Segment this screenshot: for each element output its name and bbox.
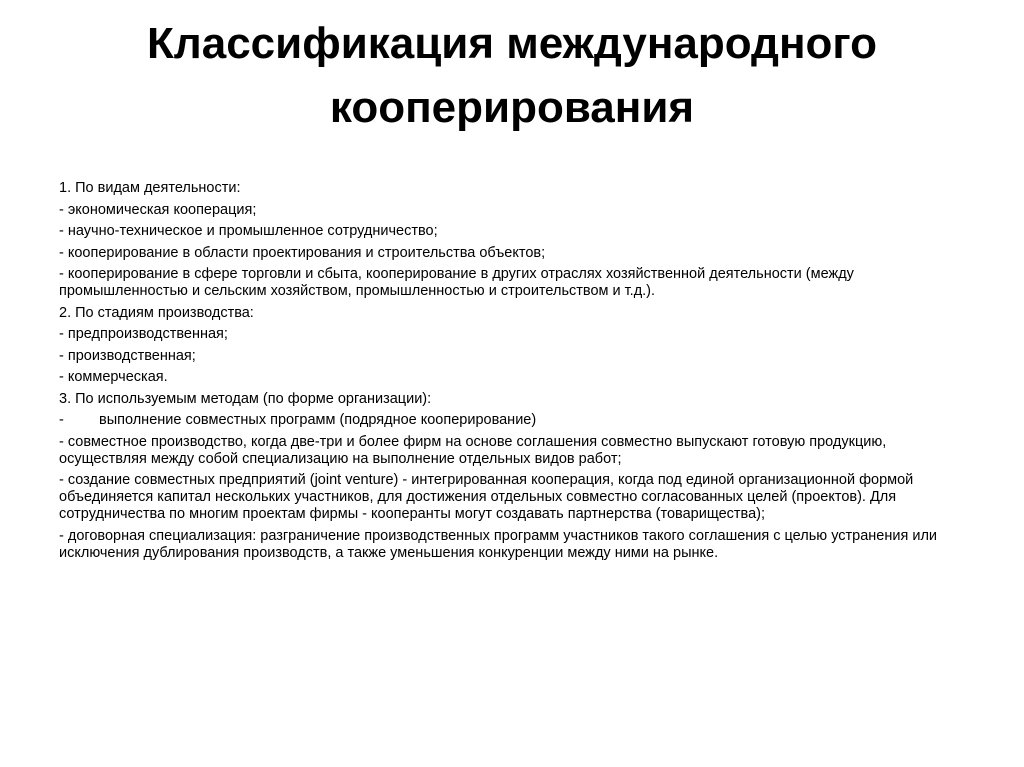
paragraph-6: 2. По стадиям производства: bbox=[59, 304, 254, 321]
paragraph-14: - договорная специализация: разграничение производственных программ участников такого соглашения с целью устранения или исключения дублирования производств, а также уменьшения конкуренции между ними на рынке. bbox=[59, 527, 938, 561]
paragraph-13: - создание совместных предприятий (joint venture) - интегрированная кооперация, когда под единой организационной формой объединяется капитал нескольких участников, для достижения отдельных совместно согласованных целей (проектов). Для сотрудничества по многим проектам фирмы - кооперанты могут создавать партнерства (товарищества); bbox=[59, 472, 914, 522]
paragraph-7: - предпроизводственная; bbox=[59, 326, 228, 342]
paragraph-11 bbox=[59, 412, 974, 429]
paragraph-10: 3. По используемым методам (по форме организации): bbox=[59, 390, 432, 407]
paragraph-12: - совместное производство, когда две-три и более фирм на основе соглашения совместно выпускают готовую продукцию, осуществляя между собой специализацию на выполнение отдельных видов работ; bbox=[59, 433, 887, 467]
paragraph-4: - кооперирование в области проектирования и строительства объектов; bbox=[59, 244, 546, 261]
slide-title-line-1: Классификация международного bbox=[146, 19, 878, 68]
paragraph-2: - экономическая кооперация; bbox=[59, 201, 257, 218]
paragraph-5: - кооперирование в сфере торговли и сбыта, кооперирование в других отраслях хозяйственной деятельности (между промышленностью и сельским хозяйством, промышленностью и строительством и т.д.). bbox=[59, 266, 854, 299]
paragraph-11-text: выполнение совместных программ (подрядное кооперирование) bbox=[99, 412, 537, 428]
slide-body-text bbox=[59, 180, 974, 566]
tab-dash: - bbox=[59, 412, 64, 428]
slide-title-line-2: кооперирования bbox=[329, 83, 695, 132]
paragraph-1: 1. По видам деятельности: bbox=[59, 180, 241, 196]
paragraph-3: - научно-техническое и промышленное сотрудничество; bbox=[59, 223, 438, 239]
slide-title bbox=[40, 12, 984, 140]
paragraph-9: - коммерческая. bbox=[59, 369, 168, 385]
paragraph-8: - производственная; bbox=[59, 347, 196, 364]
